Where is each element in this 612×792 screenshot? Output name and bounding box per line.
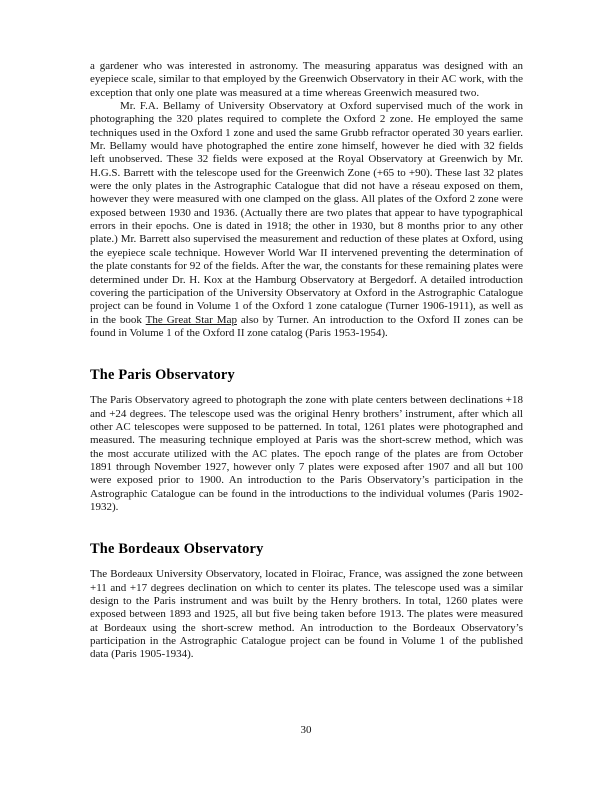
- book-title-underlined: The Great Star Map: [145, 313, 237, 326]
- paragraph-paris-text: The Paris Observatory agreed to photograph the zone with plate centers between declinations +18 and +24 degrees. The telescope used was the original Henry brothers’ instrument, after which all other AC telescopes were supposed to be patterned. In total, 1261 plates were photographed and measured. The measuring technique employed at Paris was the short-screw method, which was the most accurate utilized with the AC plates. The epoch range of the plates are from October 1891 through November 1927, however only 7 plates were exposed after 1907 and all but 100 were exposed prior to 1900. An introduction to the Paris Observatory’s participation in the Astrographic Catalogue can be found in the introductions to the individual volumes (Paris 1902-1932).: [90, 394, 523, 513]
- paragraph-oxford-text-after: also by Turner. An introduction to the Oxford II zones can be found in Volume 1 of the Oxford II zone catalog (Paris 1953-1954).: [90, 313, 523, 339]
- paragraph-bordeaux-text: The Bordeaux University Observatory, located in Floirac, France, was assigned the zone between +11 and +17 degrees declination on which to center its plates. The telescope used was a similar design to the Paris instrument and was built by the Henry brothers. In total, 1260 plates were exposed between 1893 and 1925, all but five being taken before 1913. The plates were measured at Bordeaux using the short-screw method. An introduction to the Bordeaux Observatory’s participation in the Astrographic Catalogue project can be found in Volume 1 of the published data (Paris 1905-1934).: [90, 568, 523, 661]
- paragraph-oxford-text-before: Mr. F.A. Bellamy of University Observatory at Oxford supervised much of the work in photographing the 320 plates required to complete the Oxford 2 zone. He employed the same techniques used in the Oxford 1 zone and used the same Grubb refractor operated 30 years earlier. Mr. Bellamy would have photographed the entire zone himself, however he died with 32 fields left unobserved. These 32 fields were exposed at the Royal Observatory at Greenwich by Mr. H.G.S. Barrett with the telescope used for the Greenwich Zone (+65 to +90). These last 32 plates were the only plates in the Astrographic Catalogue that did not have a réseau exposed on them, however they were measured with one clamped on the glass. All plates of the Oxford 2 zone were exposed between 1930 and 1936. (Actually there are two plates that appear to have typographical errors in their epochs. One is dated in 1918; the other in 1930, but 8 months prior to any other plate.) Mr. Barrett also supervised the measurement and reduction of these plates at Oxford, using the eyepiece scale technique. However World War II intervened preventing the determination of the plate constants for 92 of the fields. After the war, the constants for these remaining plates were determined under Dr. H. Kox at the Hamburg Observatory at Bergedorf. A detailed introduction covering the participation of the University Observatory at Oxford in the Astrographic Catalogue project can be found in Volume 1 of the Oxford 1 zone catalogue (Turner 1906-1911), as well as in the book: [90, 100, 523, 326]
- paragraph-intro: [90, 60, 523, 100]
- page-number: 30: [300, 724, 312, 736]
- section-heading-paris: The Paris Observatory: [90, 367, 235, 384]
- text-block: [90, 60, 523, 662]
- paragraph-oxford: [90, 100, 523, 340]
- paragraph-paris: [90, 394, 523, 514]
- paragraph-intro-text: a gardener who was interested in astronomy. The measuring apparatus was designed with an eyepiece scale, similar to that employed by the Greenwich Observatory in their AC work, with the exception that only one plate was measured at a time whereas Greenwich measured two.: [90, 60, 523, 99]
- paragraph-bordeaux: [90, 568, 523, 661]
- section-heading-bordeaux: The Bordeaux Observatory: [90, 541, 264, 558]
